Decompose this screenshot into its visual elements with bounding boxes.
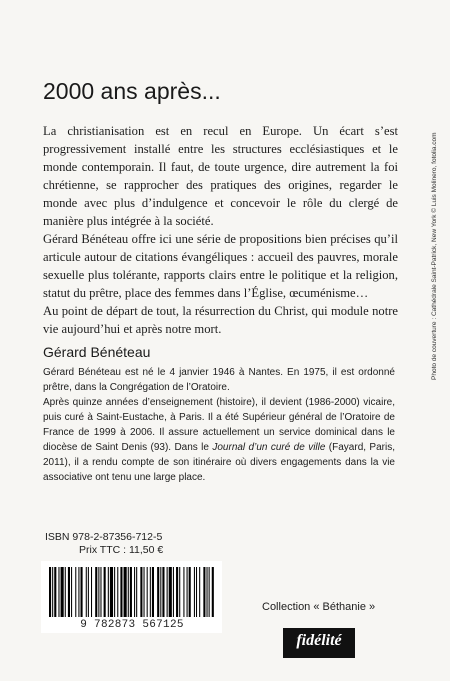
barcode — [41, 561, 222, 633]
publisher-name: fidélité — [296, 632, 342, 649]
barcode-bars — [49, 567, 214, 619]
author-bio-text: Après quinze années d’enseignement (histoire), il devient (1986-2000) vicaire, puis curé à Saint-Eustache, à Paris. Il a été Supérieur général de l’Oratoire de France de 1999 à 2006. Il assure actuellement un service dominical dans le diocèse de Saint Denis (93). Dans le — [43, 397, 395, 453]
author-bio-paragraph: Gérard Bénéteau est né le 4 janvier 1946 à Nantes. En 1975, il est ordonné prêtre, dans la Congrégation de l’Oratoire. — [43, 367, 395, 393]
publisher-logo — [283, 628, 355, 658]
author-bio-text: (Fayard, Paris, 2011), il a rendu compte de son itinéraire où divers engagements dans la vie associative ont tenu une large place. — [43, 442, 395, 483]
author-bio — [43, 365, 395, 485]
book-title: 2000 ans après... — [43, 78, 221, 104]
isbn-price-block — [45, 531, 163, 557]
cover-photo-credit: Photo de couverture : Cathédrale Saint-Patrick, New York © Luis Molinero, fotolia.com — [431, 132, 438, 380]
isbn: ISBN 978-2-87356-712-5 — [45, 531, 163, 543]
author-bio-paragraph — [43, 395, 395, 485]
collection-name: Collection « Béthanie » — [262, 601, 376, 613]
barcode-digits: 9 782873 567125 — [80, 619, 184, 631]
blurb-paragraph: Gérard Bénéteau offre ici une série de propositions bien précises qu’il articule autour de citations évangéliques : accueil des pauvres, morale sexuelle plus tolérante, rapports clairs entre le politique et la religion, statut du prêtre, place des femmes dans l’Église, œcuménisme… — [43, 232, 398, 300]
author-name: Gérard Bénéteau — [43, 344, 151, 360]
book-reference: Journal d’un curé de ville — [212, 442, 326, 453]
blurb-paragraph: Au point de départ de tout, la résurrection du Christ, qui module notre vie aujourd’hui et après notre mort. — [43, 304, 398, 336]
price: Prix TTC : 11,50 € — [79, 544, 164, 556]
blurb-paragraph: La christianisation est en recul en Europe. Un écart s’est progressivement installé entre les structures ecclésiastiques et le monde contemporain. Il faut, de toute urgence, dire autrement la foi chrétienne, se rapprocher des pratiques des origines, regarder le monde avec plus d’indulgence et concevoir le rôle du clergé de manière plus intégrée à la société. — [43, 124, 398, 228]
blurb — [43, 122, 398, 338]
